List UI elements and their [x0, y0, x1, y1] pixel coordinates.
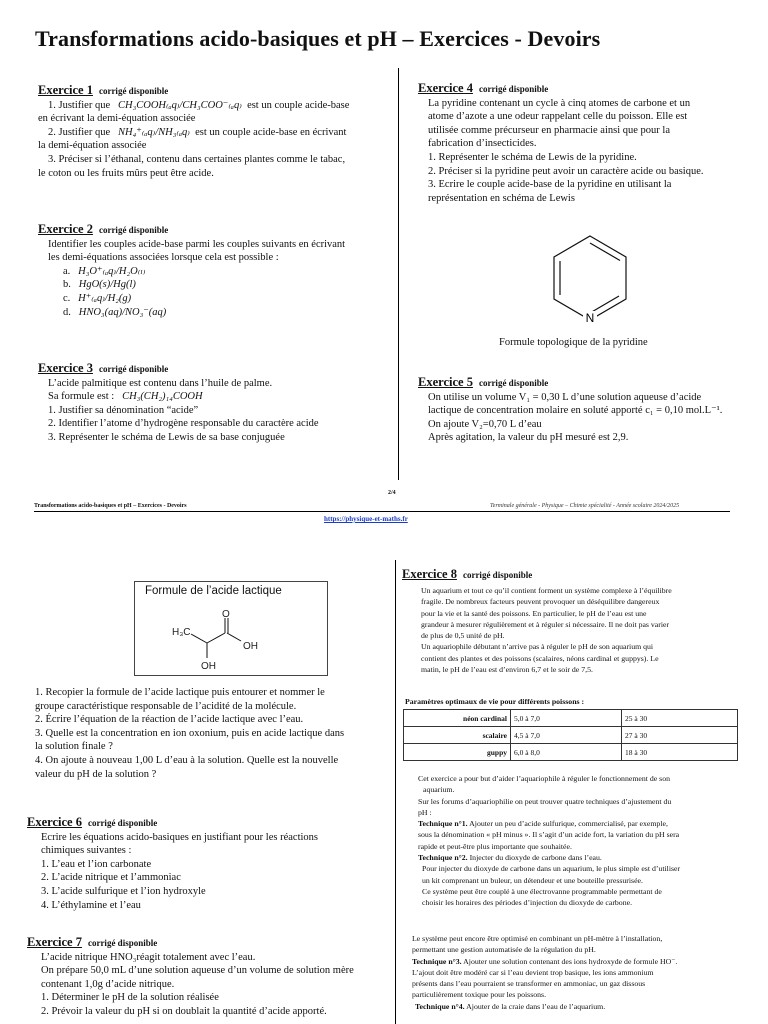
ex4-line-4: fabrication d’insecticides.	[428, 138, 537, 150]
column-divider-top	[398, 68, 399, 480]
ex5-line-2: lactique de concentration molaire en soluté apporté c₁ = 0,10 mol.L⁻¹.	[428, 405, 723, 417]
exercise-1	[38, 84, 393, 180]
corrige-badge: corrigé disponible	[98, 225, 169, 235]
exercise-4-title: Exercice 4	[418, 81, 473, 95]
exercise-7	[27, 936, 392, 1019]
ex7-q1: 1. Déterminer le pH de la solution réalisée	[41, 992, 219, 1004]
ex7-line-1: L’acide nitrique HNO₃réagit totalement avec l’eau.	[41, 951, 256, 963]
exercise-2	[38, 223, 393, 319]
exercise-6	[27, 816, 387, 912]
ex2-item-c: c. H⁺₍ₐq₎/H₂(g)	[63, 292, 132, 304]
ex1-q2-text: 2. Justifier que	[48, 126, 111, 138]
ex6-item-3: 3. L’acide sulfurique et l’ion hydroxyle	[41, 885, 206, 897]
lactic-q2: 2. Écrire l’équation de la réaction de l’acide lactique avec l’eau.	[35, 714, 304, 726]
ex1-q3-continuation: le coton ou les fruits mûrs peut être acide.	[38, 167, 214, 179]
ex1-q2-formula: NH₄⁺₍ₐq₎/NH₃₍ₐq₎	[118, 126, 190, 138]
oh-acid-label: OH	[243, 641, 258, 652]
page-title: Transformations acido-basiques et pH – Exercices - Devoirs	[35, 26, 601, 51]
lactic-acid-figure	[134, 581, 328, 676]
ex6-intro-continuation: chimiques suivantes :	[41, 845, 132, 857]
exercise-3	[38, 362, 393, 445]
ex5-line-3: On ajoute V₂=0,70 L d’eau	[428, 418, 542, 430]
ex6-intro: Ecrire les équations acido-basiques en justifiant pour les réactions	[41, 831, 318, 843]
ex7-line-2: On prépare 50,0 mL d’une solution aqueuse d’un volume de solution mère	[41, 965, 354, 977]
ex6-item-4: 4. L’éthylamine et l’eau	[41, 899, 141, 911]
exercise-3-title: Exercice 3	[38, 361, 93, 375]
lactic-acid-questions	[35, 686, 393, 781]
lactic-acid-caption: Formule de l’acide lactique	[145, 585, 282, 597]
ex4-q1: 1. Représenter le schéma de Lewis de la pyridine.	[428, 151, 637, 163]
exercise-8-title: Exercice 8	[402, 567, 457, 581]
ex1-q1-text: 1. Justifier que	[48, 99, 111, 111]
table-row: néon cardinal 5,0 à 7,0 25 à 30	[404, 710, 738, 727]
corrige-badge: corrigé disponible	[478, 84, 549, 94]
footer-right: Terminale générale - Physique – Chimie spécialité - Année scolaire 2024/2025	[490, 503, 680, 509]
ex1-q1-text-end: est un couple acide-base	[247, 99, 350, 111]
ex1-q1-formula: CH₃COOH₍ₐq₎/CH₃COO⁻₍ₐq₎	[118, 99, 242, 111]
ex5-line-4: Après agitation, la valeur du pH mesuré est 2,9.	[428, 432, 629, 444]
ex1-q2-text-end: est un couple acide-base en écrivant	[195, 126, 347, 138]
exercise-6-title: Exercice 6	[27, 815, 82, 829]
corrige-badge: corrigé disponible	[462, 570, 533, 580]
exercise-2-title: Exercice 2	[38, 222, 93, 236]
lactic-q3-continuation: la solution finale ?	[35, 741, 113, 753]
page-number: 2/4	[388, 490, 396, 496]
ex4-line-1: La pyridine contenant un cycle à cinq atomes de carbone et un	[428, 97, 691, 109]
nitrogen-atom: N	[585, 311, 595, 325]
column-divider-bottom	[395, 560, 396, 1024]
ex7-q2: 2. Prévoir la valeur du pH si on doublait la quantité d’acide apporté.	[41, 1005, 327, 1017]
exercise-5-title: Exercice 5	[418, 375, 473, 389]
ex4-line-3: utilisée comme précurseur en pharmacie ainsi que pour la	[428, 124, 670, 136]
ex3-q3: 3. Représenter le schéma de Lewis de sa base conjuguée	[48, 431, 285, 443]
lactic-q1: 1. Recopier la formule de l’acide lactique puis entourer et nommer le	[35, 687, 325, 698]
table-row: guppy 6,0 à 8,0 18 à 30	[404, 744, 738, 761]
lactic-q3: 3. Quelle est la concentration en ion oxonium, puis en acide lactique dans	[35, 727, 345, 739]
table-row: scalaire 4,5 à 7,0 27 à 30	[404, 727, 738, 744]
ex4-q3-continuation: représentation en schéma de Lewis	[428, 192, 575, 204]
ex8-intro: Un aquarium et tout ce qu’il contient forment un système complexe à l’équilibre fragile. De nombreux facteurs peuvent provoquer un déséquilibre dangereux pour la vie et la santé des poissons. En particulier, le pH de l’eau est une grandeur à mesurer régulièrement et à réguler si nécessaire. Il ne doit pas varier de plus de 0,5 unité de pH. Un aquariophile débutant n’arrive pas à réguler le pH de son aquarium qui contient des plantes et des poissons (scalaires, néons cardinal et guppys). Le matin, le pH de l’eau est d’environ 6,7 et le soir de 7,5.	[421, 586, 672, 675]
exercise-4	[418, 82, 758, 205]
ex5-line-1: On utilise un volume V₁ = 0,30 L d’une solution aqueuse d’acide	[428, 391, 702, 403]
fish-params-table	[403, 709, 738, 761]
ex3-line-1: L’acide palmitique est contenu dans l’huile de palme.	[48, 377, 273, 389]
ex4-q2: 2. Préciser si la pyridine peut avoir un caractère acide ou basique.	[428, 165, 704, 177]
ex1-q1-continuation: en écrivant la demi-équation associée	[38, 113, 196, 125]
footer-rule	[34, 511, 730, 512]
ex8-optimisation: Le système peut encore être optimisé en combinant un pH-mètre à l’installation, permettant une gestion automatisée de la régulation du pH. Technique n°3. Ajouter une solution contenant des ions hydroxyde de formule HO⁻. L’ajout doit être modéré car si l’eau devient trop basique, les ions ammonium présents dans l’eau pourraient se transformer en ammoniac, un gaz dissous particulièrement toxique pour les poissons. Technique n°4. Ajouter de la craie dans l’eau de l’aquarium.	[412, 934, 678, 1011]
fish-table-title: Paramètres optimaux de vie pour différents poissons :	[405, 697, 585, 706]
exercise-8-title-row	[402, 568, 532, 583]
ex4-line-2: atome d’azote a une odeur rappelant celle du poisson. Elle est	[428, 111, 688, 123]
pyridine-structure	[540, 228, 640, 328]
corrige-badge: corrigé disponible	[98, 86, 169, 96]
ex2-intro-continuation: les demi-équations associées lorsque cela est possible :	[48, 252, 279, 264]
ex2-item-d: d. HNO₃(aq)/NO₃⁻(aq)	[63, 306, 167, 318]
exercise-5	[418, 376, 763, 445]
ex4-q3: 3. Ecrire le couple acide-base de la pyridine en utilisant la	[428, 179, 672, 191]
ex2-item-a: a. H₃O⁺₍ₐq₎/H₂O₍ₗ₎	[63, 265, 146, 277]
ex2-item-b: b. HgO(s)/Hg(l)	[63, 279, 136, 291]
ex6-item-2: 2. L’acide nitrique et l’ammoniac	[41, 872, 181, 884]
ex3-formula: CH₃(CH₂)₁₄COOH	[122, 391, 203, 403]
pyridine-caption: Formule topologique de la pyridine	[499, 337, 648, 348]
ex1-q3: 3. Préciser si l’éthanal, contenu dans certaines plantes comme le tabac,	[48, 153, 346, 165]
footer-left: Transformations acido-basiques et pH – Exercices - Devoirs	[34, 503, 187, 509]
exercise-7-title: Exercice 7	[27, 935, 82, 949]
site-link[interactable]: https://physique-et-maths.fr	[324, 515, 408, 523]
carbonyl-o-label: O	[222, 609, 230, 620]
corrige-badge: corrigé disponible	[87, 818, 158, 828]
ex7-line-3: contenant 1,0g d’acide nitrique.	[41, 978, 175, 990]
corrige-badge: corrigé disponible	[87, 938, 158, 948]
corrige-badge: corrigé disponible	[98, 364, 169, 374]
ex1-q2-continuation: la demi-équation associée	[38, 140, 147, 152]
ex3-q2: 2. Identifier l’atome d’hydrogène responsable du caractère acide	[48, 418, 319, 430]
ex6-item-1: 1. L’eau et l’ion carbonate	[41, 858, 152, 870]
oh-alcohol-label: OH	[201, 661, 216, 672]
lactic-q4-continuation: valeur du pH de la solution ?	[35, 768, 157, 780]
lactic-q4: 4. On ajoute à nouveau 1,00 L d’eau à la solution. Quelle est la nouvelle	[35, 754, 339, 766]
lactic-q1-continuation: groupe caractéristique responsable de l’acidité de la molécule.	[35, 700, 297, 712]
ex3-formula-label: Sa formule est :	[48, 391, 115, 403]
h3c-label: H₃C	[172, 627, 191, 638]
ex3-q1: 1. Justifier sa dénomination “acide”	[48, 404, 199, 416]
ex2-intro: Identifier les couples acide-base parmi les couples suivants en écrivant	[48, 238, 346, 250]
ex8-techniques: Cet exercice a pour but d’aider l’aquariophile à réguler le fonctionnement de son aquarium. Sur les forums d’aquariophilie on peut trouver quatre techniques d’ajustement du pH : Technique n°1. Ajouter un peu d’acide sulfurique, commercialisé, par exemple, sous la dénomination « pH minus ». Il s’agit d’un acide fort, la variation du pH sera rapide et peut-être plus importante que souhaitée. Technique n°2. Injecter du dioxyde de carbone dans l’eau. Pour injecter du dioxyde de carbone dans un aquarium, le plus simple est d’utiliser un kit comprenant un buleur, un détendeur et une bouteille pressurisée. Ce système peut être couplé à une électrovanne programmable permettant de choisir les horaires des périodes d’injection du dioxyde de carbone.	[418, 774, 681, 908]
exercise-1-title: Exercice 1	[38, 83, 93, 97]
corrige-badge: corrigé disponible	[478, 378, 549, 388]
